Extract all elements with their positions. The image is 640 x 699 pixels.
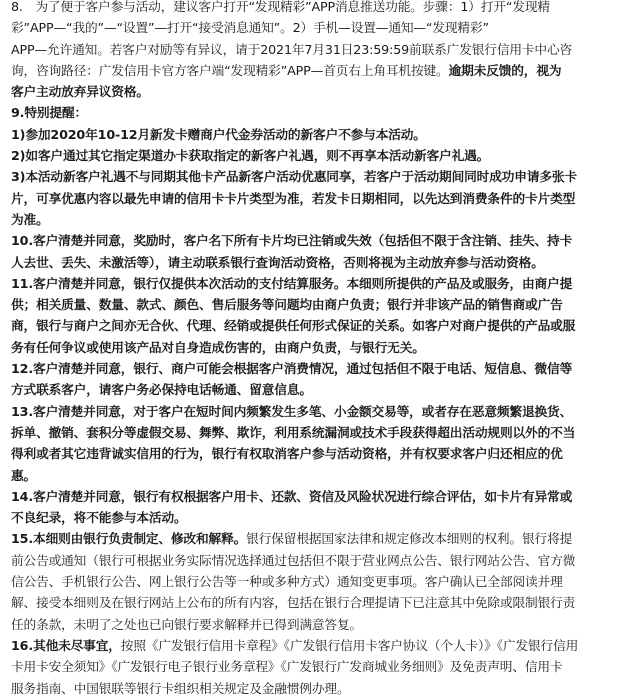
- bold-text-segment: 9.特别提醒：: [11, 105, 88, 121]
- document-line: [11, 635, 630, 656]
- bold-text-segment: 得利或者其它违背诚实信用的行为，银行有权取消客户参与活动资格，并有权要求客户归还相应的优: [11, 446, 563, 462]
- text-segment: 按照《广发银行信用卡章程》《广发银行信用卡客户协议（个人卡）》《广发银行信用: [120, 637, 579, 653]
- bold-text-segment: 供；相关质量、数量、款式、颜色、售后服务等问题均由商户负责；银行并非该产品的销售商或广告: [11, 297, 563, 313]
- bold-text-segment: 客户主动放弃异议资格。: [11, 84, 149, 100]
- text-segment: 8. 为了便于客户参与活动，建议客户打开“发现精彩”APP消息推送功能。步骤：1）打开“发现精: [11, 0, 550, 14]
- document-line: [11, 614, 630, 635]
- bold-text-segment: 商，银行与商户之间亦无合伙、代理、经销或提供任何形式保证的关系。如客户对商户提供的产品或服: [11, 318, 576, 334]
- bold-text-segment: 不良纪录，将不能参与本活动。: [11, 510, 187, 526]
- text-segment: APP—允许通知。若客户对励等有异议，请于2021年7月31日23:59:59前联系广发银行信用卡中心咨: [11, 41, 573, 57]
- bold-text-segment: 10.客户清楚并同意，奖励时，客户名下所有卡片均已注销或失效（包括但不限于含注销、挂失、持卡: [11, 233, 573, 249]
- bold-text-segment: 逾期未反馈的，视为: [448, 62, 562, 78]
- bold-text-segment: 13.客户清楚并同意，对于客户在短时间内频繁发生多笔、小金额交易等，或者存在恶意频繁退换货、: [11, 403, 573, 419]
- document-line: [11, 422, 630, 443]
- bold-text-segment: 3)本活动新客户礼遇不与同期其他卡产品新客户活动优惠同享，若客户于活动期间同时成功申请多张卡: [11, 169, 577, 185]
- bold-text-segment: 11.客户清楚并同意，银行仅提供本次活动的支付结算服务。本细则所提供的产品及或服务，由商户提: [11, 275, 573, 291]
- document-line: [11, 592, 630, 613]
- document-line: [11, 39, 630, 60]
- bold-text-segment: 1)参加2020年10-12月新发卡赠商户代金券活动的新客户不参与本活动。: [11, 126, 426, 142]
- document-line: [11, 209, 630, 230]
- text-segment: 银行保留根据国家法律和规定修改本细则的权利。银行将提: [246, 531, 573, 547]
- bold-text-segment: 人去世、丢失、未激活等），请主动联系银行查询活动资格，否则将视为主动放弃参与活动资格。: [11, 254, 544, 270]
- document-line: [11, 550, 630, 571]
- bold-text-segment: 14.客户清楚并同意，银行有权根据客户用卡、还款、资信及风险状况进行综合评估，如卡片有异常或: [11, 488, 573, 504]
- bold-text-segment: 16.其他未尽事宜，: [11, 637, 121, 653]
- document-line: [11, 0, 630, 17]
- text-segment: 信公告、手机银行公告、网上银行公告等一种或多种方式）通知变更事项。客户确认已全部阅读并理: [11, 574, 563, 590]
- bold-text-segment: 2)如客户通过其它指定渠道办卡获取指定的新客户礼遇，则不再享本活动新客户礼遇。: [11, 148, 490, 164]
- document-line: [11, 379, 630, 400]
- document-line: [11, 230, 630, 251]
- bold-text-segment: 片，可享优惠内容以最先申请的信用卡卡片类型为准，若发卡日期相同，以先达到消费条件的卡片类型: [11, 190, 576, 206]
- document-line: [11, 188, 630, 209]
- text-segment: 服务指南、中国银联等银行卡组织相关规定及金融惯例办理。: [11, 680, 350, 696]
- document-line: [11, 678, 630, 699]
- bold-text-segment: 惠。: [11, 467, 37, 483]
- document-line: [11, 337, 630, 358]
- text-segment: 解、接受本细则及在银行网站上公布的所有内容，包括在银行合理提请下已注意其中免除或限制银行责: [11, 595, 576, 611]
- text-segment: 卡用卡安全须知》《广发银行电子银行业务章程》《广发银行广发商城业务细则》及免责声明、信用卡: [11, 659, 563, 675]
- document-line: [11, 273, 630, 294]
- document-line: [11, 443, 630, 464]
- document-line: [11, 145, 630, 166]
- document-line: [11, 81, 630, 102]
- text-segment: 彩”APP—“我的”—“设置”—打开“接受消息通知”。2）手机—设置—通知—“发现精彩”: [11, 20, 489, 36]
- document-line: [11, 252, 630, 273]
- document-line: [11, 486, 630, 507]
- bold-text-segment: 方式联系客户，请客户务必保持电话畅通、留意信息。: [11, 382, 312, 398]
- bold-text-segment: 12.客户清楚并同意，银行、商户可能会根据客户消费情况，通过包括但不限于电话、短信息、微信等: [11, 361, 573, 377]
- document-line: [11, 656, 630, 677]
- bold-text-segment: 拆单、撤销、套积分等虚假交易、舞弊、欺诈，利用系统漏洞或技术手段获得超出活动规则以外的不当: [11, 424, 576, 440]
- document-line: [11, 294, 630, 315]
- text-segment: 询，咨询路径：广发信用卡官方客户端“发现精彩”APP—首页右上角耳机按键。: [11, 62, 449, 78]
- document-line: [11, 102, 630, 123]
- document-line: [11, 528, 630, 549]
- text-segment: 前公告或通知（银行可根据业务实际情况选择通过包括但不限于营业网点公告、银行网站公告、官方微: [11, 552, 576, 568]
- document-line: [11, 166, 630, 187]
- document-line: [11, 465, 630, 486]
- bold-text-segment: 为准。: [11, 211, 49, 227]
- document-line: [11, 507, 630, 528]
- bold-text-segment: 15.本细则由银行负责制定、修改和解释。: [11, 531, 247, 547]
- document-line: [11, 571, 630, 592]
- document-line: [11, 401, 630, 422]
- text-segment: 任的条款，未明了之处也已向银行要求解释并已得到满意答复。: [11, 616, 363, 632]
- document-line: [11, 358, 630, 379]
- document-line: [11, 124, 630, 145]
- document-line: [11, 17, 630, 38]
- document-line: [11, 315, 630, 336]
- bold-text-segment: 务有任何争议或使用该产品对自身造成伤害的，由商户负责，与银行无关。: [11, 339, 425, 355]
- document-line: [11, 60, 630, 81]
